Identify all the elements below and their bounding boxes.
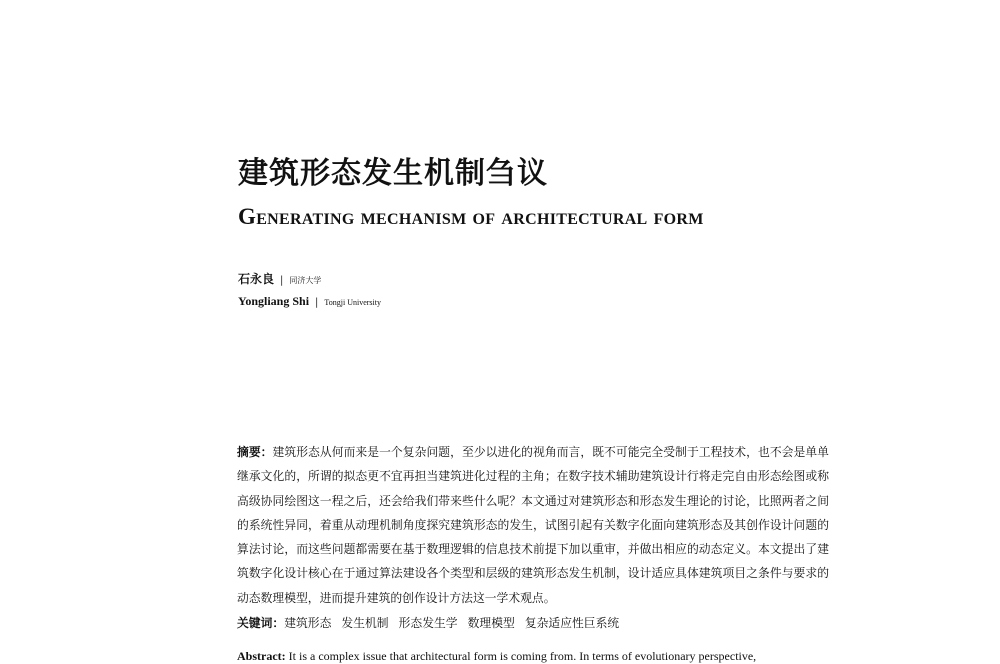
author-line-english [238,294,381,309]
keyword-item: 形态发生学 [398,616,458,630]
keywords-label: 关键词： [237,616,285,630]
affiliation-chinese: 同济大学 [289,276,322,285]
abstract-english-text: It is a complex issue that architectural form is coming from. In terms of evolutionary perspective, [288,649,757,663]
author-line-chinese [238,270,321,287]
title-english: Generating mechanism of architectural form [238,204,704,229]
abstract-english-label: Abstract: [237,649,286,663]
author-name-chinese: 石永良 [238,272,275,286]
abstract-chinese-label: 摘要： [237,445,273,459]
affiliation-english: Tongji University [324,298,381,307]
title-chinese: 建筑形态发生机制刍议 [238,156,548,191]
keyword-item: 数理模型 [467,616,515,630]
author-separator: | [280,275,284,286]
abstract-chinese-text: 建筑形态从何而来是一个复杂问题，至少以进化的视角而言，既不可能完全受制于工程技术，也不会是单单继承文化的，所谓的拟态更不宜再担当建筑进化过程的主角；在数字技术辅助建筑设计行将走完自由形态绘图或称高级协同绘图这一程之后，还会给我们带来些什么呢？本文通过对建筑形态和形态发生理论的讨论，比照两者之间的系统性异同，着重从动理机制角度探究建筑形态的发生，试图引起有关数字化面向建筑形态及其创作设计问题的算法讨论，而这些问题都需要在基于数理逻辑的信息技术前提下加以重审，并做出相应的动态定义。本文提出了建筑数字化设计核心在于通过算法建设各个类型和层级的建筑形态发生机制，设计适应具体建筑项目之条件与要求的动态数理模型，进而提升建筑的创作设计方法这一学术观点。 [237,445,829,605]
abstract-chinese [237,440,829,610]
keyword-item: 发生机制 [341,616,389,630]
abstract-english [237,648,829,664]
keyword-item: 建筑形态 [284,616,332,630]
author-name-english: Yongliang Shi [238,294,310,308]
keyword-item: 复杂适应性巨系统 [524,616,620,630]
author-separator: | [315,297,319,308]
keywords [237,614,629,631]
